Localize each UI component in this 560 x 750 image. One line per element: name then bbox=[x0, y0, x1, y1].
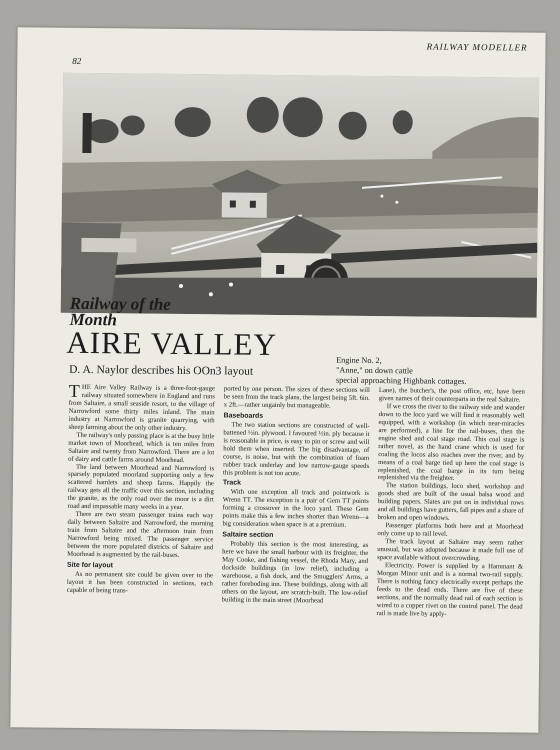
caption-line: "Anne," on down cattle bbox=[336, 365, 413, 376]
paragraph: Electricity. Power is supplied by a Hammant & Morgan Minor unit and is a normal two-rail supply. There is nothing fancy electrically except perhaps the feeds to the dead ends. There are five of these sections, and the normally dead rail of each section is wired to a copper rivet on the control panel. The dead rail is made live by apply- bbox=[376, 562, 524, 618]
paragraph: With one exception all track and pointwork is Wrenn TT. The exception is a pair of Gem TT points forming a crossover in the loco yard. These Gem points make this a few inches shorter than Wrenn—a big consideration when space is at a premium. bbox=[222, 488, 369, 529]
paragraph: If we cross the river to the railway side and wander down to the loco yard we will find it reasonably well equipped, with a workshop (in which near-miracles are performed), a line for the rail-buses, then the engine shed and coal stage road. This coal stage is rather novel, as the hand crane which is used for coaling the locos also reaches over the river, and by means of a coal barge tied up here the coal stage is replenished, the coal barge in its turn being replenished via the freighter. bbox=[377, 403, 525, 483]
page-number: 82 bbox=[72, 55, 82, 66]
article-byline: D. A. Naylor describes his OOn3 layout bbox=[69, 363, 254, 378]
section-heading: Baseboards bbox=[223, 412, 264, 420]
paragraph: Probably this section is the most interesting, as here we have the small harbour with its freighter, the May Cooke, and fishing vessel, the Rhoda Mary, and dockside buildings (in low relief), including a warehouse, a fish dock, and the Smugglers' Arms, a rather foreboding inn. These buildings, along with all others on the layout, are scratch-built. The low-relief building in the main street (Moorhead bbox=[221, 540, 369, 605]
text-column-1 bbox=[66, 380, 215, 596]
paragraph: Passenger platforms both here and at Moorhead only come up to rail level. bbox=[377, 522, 524, 538]
paragraph-text: HE Aire Valley Railway is a three-foot-gauge railway situated somewhere in England and runs from Saltaire, a small seaside resort, to the village of Narrowford some thirty miles inland. The main industry at Narrowford is granite quarrying, with sheep farming about the only other industry. bbox=[68, 383, 215, 432]
magazine-page bbox=[10, 27, 545, 732]
layout-photo bbox=[61, 73, 539, 318]
caption-line: special approaching Highbank cottages. bbox=[335, 375, 467, 386]
magazine-name: RAILWAY MODELLER bbox=[426, 41, 528, 53]
section-heading: Saltaire section bbox=[222, 531, 274, 540]
section-heading: Track bbox=[222, 479, 241, 488]
article-kicker: Railway of the Month bbox=[69, 293, 171, 330]
article-title: AIRE VALLEY bbox=[66, 324, 278, 362]
drop-cap: T bbox=[68, 380, 80, 401]
paragraph: Lane), the butcher's, the post office, etc, have been given names of their counterparts in the real Saltaire. bbox=[378, 387, 525, 404]
paragraph: ported by one person. The sizes of these sections will be seen from the track plans, the largest being 5ft. 6in. x 2ft.—rather ungainly but manageable. bbox=[223, 385, 370, 410]
paragraph: There are two steam passenger trains each way daily between Saltaire and Narrowford, the morning train from Saltaire and the afternoon train from Narrowford being mixed. The passenger service between the more populated districts of Saltaire and Moorhead is augmented by the rail-buses. bbox=[67, 511, 214, 559]
section-heading: Site for layout bbox=[67, 561, 114, 570]
caption-line: Engine No. 2, bbox=[336, 355, 382, 366]
paragraph bbox=[68, 380, 215, 433]
text-column-3 bbox=[377, 387, 525, 619]
text-column-2 bbox=[222, 385, 370, 605]
paragraph: The station buildings, loco shed, workshop and goods shed are built of the usual balsa wood and building papers. Slates are put on in individual rows and all buildings have gutters, fall pipes and a share of broken and open windows. bbox=[377, 482, 524, 523]
paragraph: As no permanent site could be given over to the layout it has been constructed in sections, each capable of being trans- bbox=[66, 570, 213, 595]
paragraph: The railway's only passing place is at the busy little market town of Moorhead, which is ten miles from Saltaire and twenty from Narrowford. There are a lot of dairy and cattle farms around Moorhead. bbox=[68, 431, 215, 464]
paragraph: The track layout at Saltaire may seem rather unusual, but was adopted because it made full use of space available without overcrowding. bbox=[377, 538, 524, 563]
paragraph: The land between Moorhead and Narrowford is sparsely populated moorland supporting only a few scattered hamlets and sheep farms. Happily the railway gets all the traffic over this section, including the granite, as the only road over the moor is a dirt road and impassable many weeks in a year. bbox=[67, 463, 215, 512]
layout-photo-icon bbox=[61, 73, 539, 318]
photo-caption bbox=[336, 356, 521, 388]
paragraph: The two station sections are constructed of well-battened ½in. plywood. I favoured ½in. ply because it is reasonable in price, is easy to pin or screw and will hold them when inserted. The big disadvantage, of course, is noise, but with the combination of foam rubber track underlay and low narrow-gauge speeds this problem is not too acute. bbox=[222, 421, 370, 477]
